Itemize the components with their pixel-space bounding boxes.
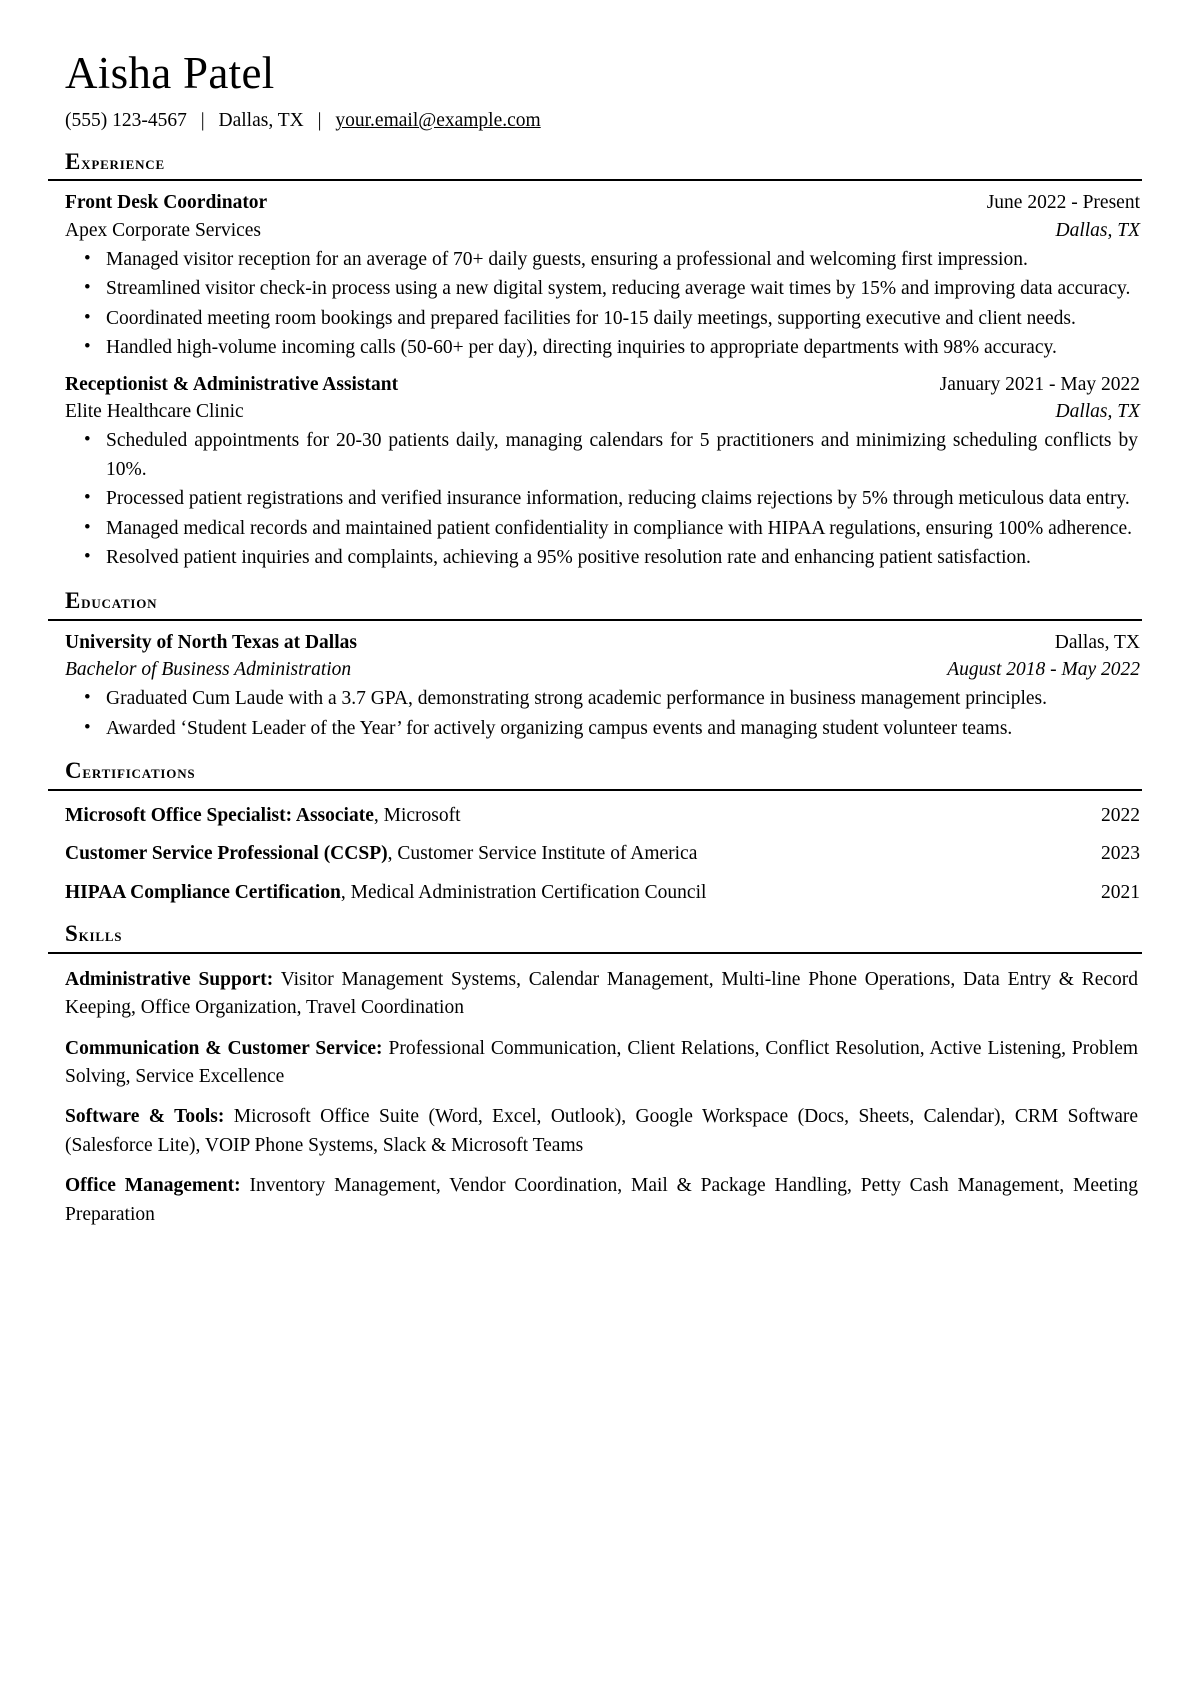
section-heading-rest: ertifications (82, 762, 196, 783)
job-organization: Elite Healthcare Clinic (65, 401, 244, 423)
section-heading-experience (65, 148, 1142, 177)
job-location: Dallas, TX (1055, 219, 1140, 241)
skill-items: Microsoft Office Suite (Word, Excel, Outlook), Google Workspace (Docs, Sheets, Calendar), CRM Software (Salesforce Lite), VOIP Phone Systems, Slack & Microsoft Teams (65, 1106, 1139, 1156)
section-experience (48, 148, 1142, 573)
job-dates: January 2021 - May 2022 (939, 373, 1140, 395)
section-certifications (48, 757, 1142, 906)
job-bullet: • Processed patient registrations and verified insurance information, reducing claims rejections by 5% through meticulous data entry. (48, 485, 1142, 513)
job-bullet: • Scheduled appointments for 20-30 patients daily, managing calendars for 5 practitioners and minimizing scheduling conflicts by 10%. (48, 427, 1142, 484)
certification-issuer: Microsoft (383, 804, 461, 826)
certification-label (65, 803, 461, 829)
school-location: Dallas, TX (1054, 631, 1140, 653)
education-entry-degreerow (48, 657, 1142, 683)
section-skills (48, 920, 1142, 1230)
certification-row (48, 841, 1142, 867)
job-title: Receptionist & Administrative Assistant (65, 373, 399, 395)
section-rule (48, 179, 1142, 181)
degree-dates: August 2018 - May 2022 (947, 658, 1140, 680)
certification-issuer: Medical Administration Certification Council (350, 881, 707, 903)
job-organization: Apex Corporate Services (65, 219, 262, 241)
job-dates: June 2022 - Present (986, 192, 1140, 214)
contact-separator-1: | (200, 110, 205, 132)
section-heading-rest: ducation (81, 591, 158, 612)
certification-year: 2021 (1101, 881, 1140, 903)
section-heading-initial: C (65, 758, 83, 784)
job-bullet-list (48, 427, 1142, 572)
skill-group (48, 1103, 1142, 1160)
skill-category: Software & Tools: (65, 1106, 225, 1128)
section-heading-rest: xperience (81, 152, 165, 173)
section-rule (48, 952, 1142, 954)
job-bullet: • Managed medical records and maintained patient confidentiality in compliance with HIPAA regulations, ensuring 100% adherence. (48, 515, 1142, 543)
section-heading-initial: E (65, 587, 82, 613)
school-name: University of North Texas at Dallas (65, 631, 357, 653)
certification-comma: , (340, 881, 351, 903)
skill-items: Professional Communication, Client Relations, Conflict Resolution, Active Listening, Problem Solving, Service Excellence (65, 1037, 1139, 1087)
section-rule (48, 619, 1142, 621)
section-heading-education (65, 587, 1142, 616)
skill-items: Visitor Management Systems, Calendar Management, Multi-line Phone Operations, Data Entry & Record Keeping, Office Organization, Travel Coordination (65, 968, 1139, 1019)
certification-year: 2023 (1101, 843, 1140, 865)
certification-row (48, 880, 1142, 906)
certification-row (48, 803, 1142, 829)
certification-name: Customer Service Professional (CCSP) (65, 843, 388, 865)
contact-location: Dallas, TX (218, 110, 304, 132)
certification-label (65, 841, 697, 867)
skill-group (48, 966, 1142, 1023)
certification-year: 2022 (1101, 804, 1140, 826)
job-bullet: • Resolved patient inquiries and complaints, achieving a 95% positive resolution rate and enhancing patient satisfaction. (48, 544, 1142, 572)
contact-separator-2: | (317, 110, 322, 132)
skill-category: Office Management: (65, 1175, 241, 1197)
section-heading-initial: E (65, 148, 82, 174)
section-heading-certifications (65, 757, 1142, 786)
skill-group (48, 1172, 1142, 1229)
job-bullet: • Managed visitor reception for an average of 70+ daily guests, ensuring a professional and welcoming first impression. (48, 246, 1142, 274)
phone-number: (555) 123-4567 (65, 110, 187, 132)
skill-category: Communication & Customer Service: (65, 1037, 383, 1059)
experience-entry (48, 190, 1142, 363)
job-location: Dallas, TX (1055, 401, 1140, 423)
experience-entry (48, 372, 1142, 573)
certification-name: Microsoft Office Specialist: Associate (65, 804, 374, 826)
certification-issuer: Customer Service Institute of America (397, 843, 698, 865)
experience-entry-orgrow (48, 218, 1142, 244)
candidate-name: Aisha Patel (65, 48, 275, 98)
skill-category: Administrative Support: (65, 968, 274, 990)
education-entry-schoolrow (48, 630, 1142, 656)
resume-header (48, 50, 1142, 134)
email-link[interactable]: your.email@example.com (335, 110, 541, 132)
skill-items: Inventory Management, Vendor Coordination, Mail & Package Handling, Petty Cash Management, Meeting Preparation (65, 1175, 1138, 1225)
section-heading-skills (65, 920, 1142, 949)
skill-group (48, 1035, 1142, 1092)
section-education (48, 587, 1142, 743)
section-rule (48, 789, 1142, 791)
experience-entry-orgrow (48, 399, 1142, 425)
job-bullet: • Coordinated meeting room bookings and prepared facilities for 10-15 daily meetings, supporting executive and client needs. (48, 305, 1142, 333)
experience-entry-titlerow (48, 190, 1142, 216)
contact-line (65, 108, 1142, 133)
job-bullet: • Streamlined visitor check-in process using a new digital system, reducing average wait times by 15% and improving data accuracy. (48, 275, 1142, 303)
degree-name: Bachelor of Business Administration (65, 658, 352, 680)
section-heading-initial: S (65, 920, 79, 946)
job-bullet: • Handled high-volume incoming calls (50-60+ per day), directing inquiries to appropriate departments with 98% accuracy. (48, 334, 1142, 362)
certification-comma: , (373, 804, 384, 826)
experience-entry-titlerow (48, 372, 1142, 398)
section-heading-rest: kills (78, 924, 123, 945)
education-entry (48, 630, 1142, 744)
education-bullet-list (48, 685, 1142, 743)
job-title: Front Desk Coordinator (65, 192, 268, 214)
certification-label (65, 880, 706, 906)
certification-name: HIPAA Compliance Certification (65, 881, 341, 903)
education-bullet: • Awarded ‘Student Leader of the Year’ for actively organizing campus events and managing student volunteer teams. (48, 715, 1142, 743)
job-bullet-list (48, 246, 1142, 363)
certification-comma: , (387, 843, 398, 865)
education-bullet: • Graduated Cum Laude with a 3.7 GPA, demonstrating strong academic performance in business management principles. (48, 685, 1142, 713)
